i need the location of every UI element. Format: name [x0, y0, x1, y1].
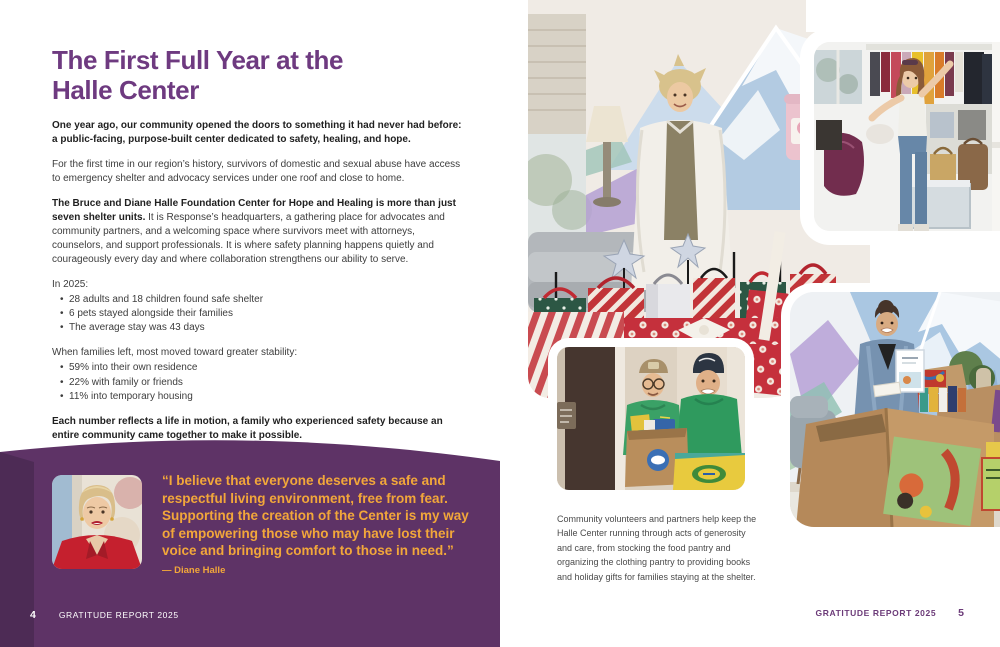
photo-caption: Community volunteers and partners help keep the Halle Center running through acts of generosity and care, from stocking the food pantry and organizing the clothing pantry to providing books and holiday gifts for families staying at the shelter. — [557, 514, 757, 582]
list-item: • The average stay was 43 days — [52, 321, 468, 335]
quote-text: “I believe that everyone deserves a safe and respectful living environment, free from fear. Supporting the creation of the Center is my way of empowering those who may have lost their voice and bringing comfort to those in need.” — [162, 473, 469, 559]
quote-block — [0, 430, 500, 647]
photo-clothing-pantry — [814, 42, 1000, 231]
page-number: 5 — [958, 607, 964, 619]
list-item: • 22% with family or friends — [52, 376, 468, 390]
stability-label: When families left, most moved toward greater stability: — [52, 347, 298, 359]
paragraph-first-time: For the first time in our region’s history, survivors of domestic and sexual abuse have access to emergency shelter and advocacy services under one roof and close to home. — [52, 158, 461, 184]
stability-list — [52, 361, 468, 404]
page-number: 4 — [30, 609, 36, 621]
intro-paragraph: One year ago, our community opened the doors to something it had never had before: a public-facing, purpose-built center dedicated to safety, healing, and hope. — [52, 119, 462, 145]
in-2025-list — [52, 293, 468, 336]
food-pantry-illustration — [557, 347, 745, 490]
paragraph-center-rest: It is Response’s headquarters, a gathering place for advocates and community partners, and a welcoming space where survivors meet with attorneys, counselors, and support professionals. It is where safety planning happens quietly and courageously every day and where collaboration strengthens our ability to serve. — [52, 211, 445, 265]
paragraph-center-lead: The Bruce and Diane Halle Foundation Center for Hope and Healing is more than just seven shelter units. — [52, 197, 456, 223]
photo-frame-gap — [806, 0, 878, 32]
quote-attribution: — Diane Halle — [162, 564, 226, 576]
article — [52, 46, 468, 493]
left-footer — [30, 609, 179, 621]
book-donations-illustration — [790, 292, 1000, 527]
closing-bold-paragraph: Each number reflects a life in motion, a family who experienced safety because an entire community came together to make it possible. — [52, 415, 443, 441]
clothing-pantry-illustration — [814, 42, 1000, 231]
list-item: • 28 adults and 18 children found safe shelter — [52, 293, 468, 307]
right-page — [500, 0, 1000, 647]
list-item: • 59% into their own residence — [52, 361, 468, 375]
right-footer — [816, 607, 964, 619]
diane-halle-photo — [52, 475, 142, 569]
photo-food-pantry — [557, 347, 745, 490]
paragraph-center — [52, 197, 468, 267]
page-title: The First Full Year at the Halle Center — [52, 45, 344, 105]
pull-quote — [162, 472, 482, 577]
report-label: GRATITUDE REPORT 2025 — [815, 608, 937, 618]
report-label: GRATITUDE REPORT 2025 — [58, 610, 179, 620]
photo-book-donations — [790, 292, 1000, 527]
in-2025-label: In 2025: — [52, 278, 89, 290]
list-item: • 11% into temporary housing — [52, 390, 468, 404]
diane-halle-portrait-illustration — [52, 475, 142, 569]
list-item: • 6 pets stayed alongside their families — [52, 307, 468, 321]
